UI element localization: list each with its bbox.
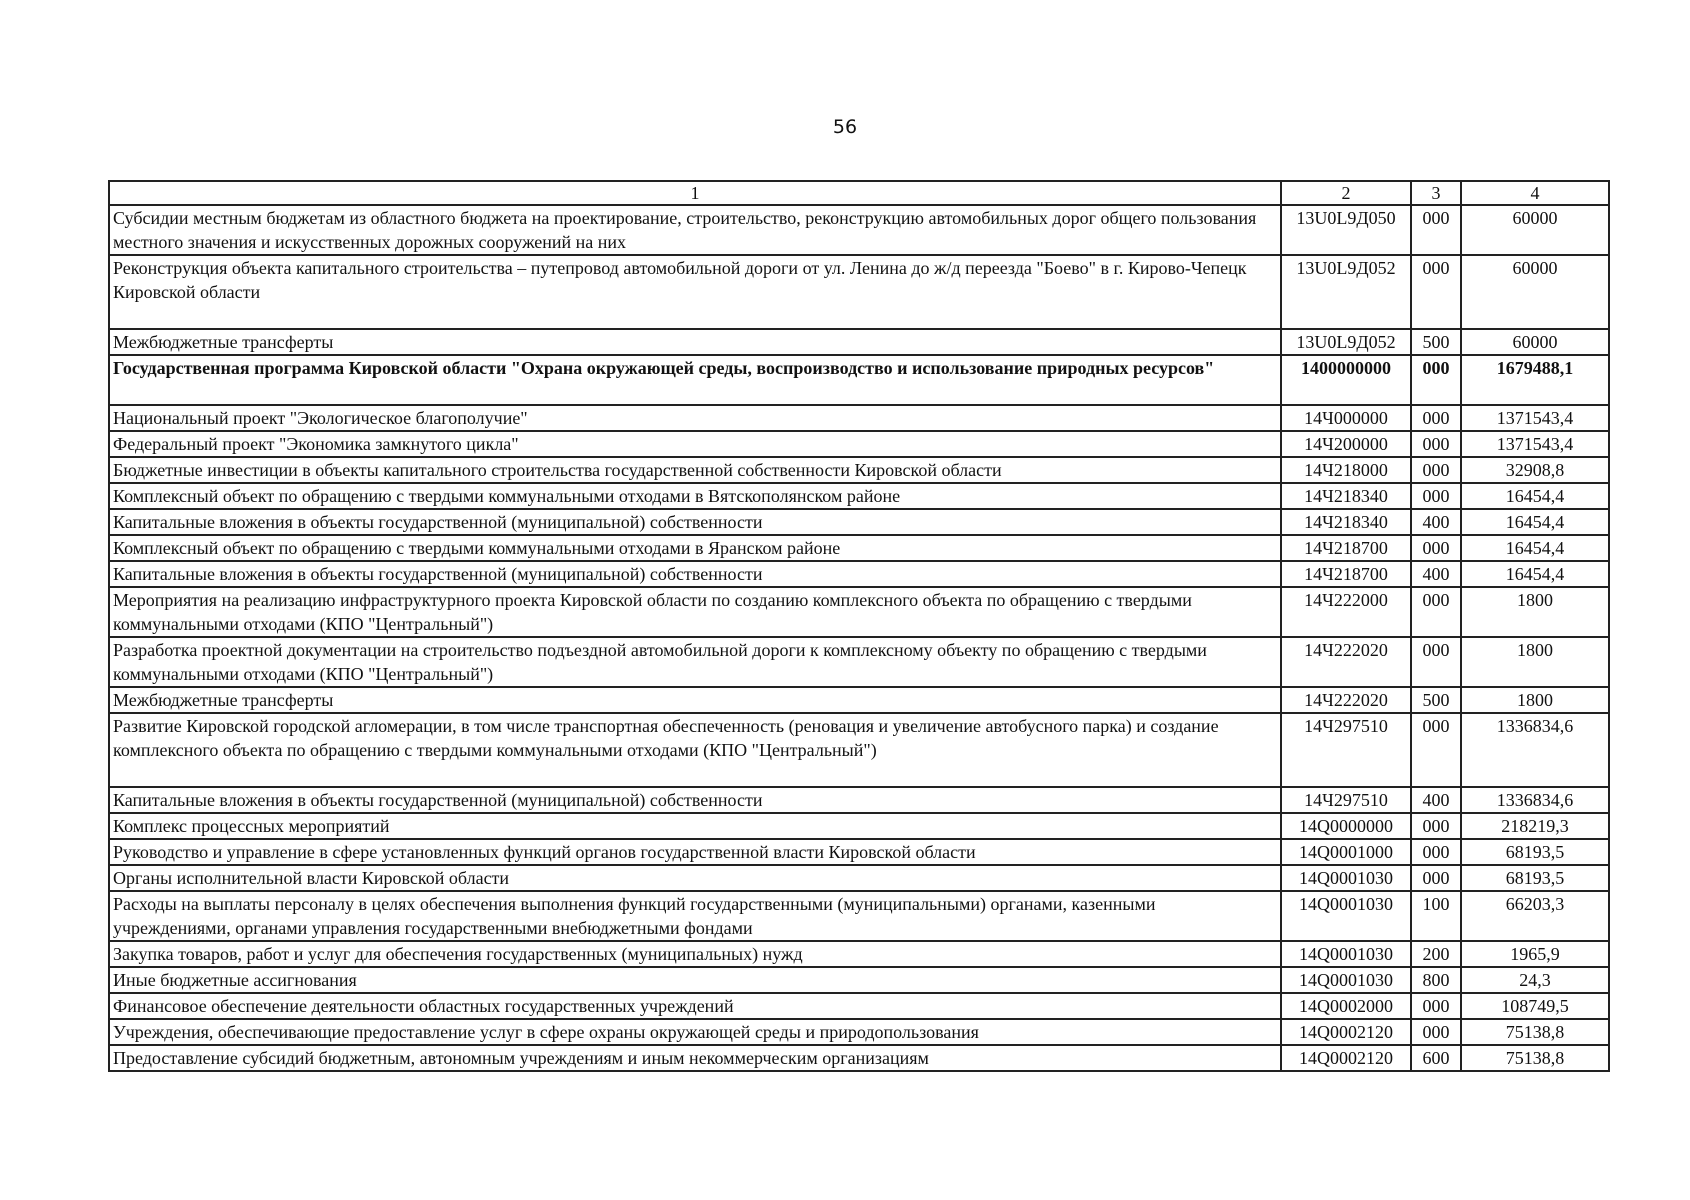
- row-description: Расходы на выплаты персоналу в целях обеспечения выполнения функций государственными (муниципальными) органами, казенными учреждениями, органами управления государственными внебюджетными фондами: [109, 891, 1281, 941]
- row-expense-type: 000: [1411, 839, 1461, 865]
- row-target-code: 14Q0000000: [1281, 813, 1411, 839]
- row-target-code: 14Ч218700: [1281, 561, 1411, 587]
- table-row: [109, 1019, 1609, 1045]
- table-header-row: [109, 181, 1609, 205]
- row-target-code: 14Q0002120: [1281, 1019, 1411, 1045]
- table-row: [109, 431, 1609, 457]
- column-header-amount: 4: [1461, 181, 1609, 205]
- row-amount: 1800: [1461, 637, 1609, 687]
- row-expense-type: 400: [1411, 787, 1461, 813]
- row-amount: 16454,4: [1461, 535, 1609, 561]
- row-target-code: 14Q0001030: [1281, 891, 1411, 941]
- row-description: Финансовое обеспечение деятельности областных государственных учреждений: [109, 993, 1281, 1019]
- table-row: [109, 405, 1609, 431]
- row-amount: 1336834,6: [1461, 787, 1609, 813]
- row-description: Предоставление субсидий бюджетным, автономным учреждениям и иным некоммерческим организациям: [109, 1045, 1281, 1071]
- row-target-code: 14Ч218700: [1281, 535, 1411, 561]
- table-row: [109, 561, 1609, 587]
- row-amount: 1371543,4: [1461, 405, 1609, 431]
- table-row: [109, 865, 1609, 891]
- column-header-expense-type: 3: [1411, 181, 1461, 205]
- row-description: Комплекс процессных мероприятий: [109, 813, 1281, 839]
- table-row: [109, 687, 1609, 713]
- row-description: Субсидии местным бюджетам из областного бюджета на проектирование, строительство, реконструкцию автомобильных дорог общего пользования местного значения и искусственных дорожных сооружений на них: [109, 205, 1281, 255]
- column-header-code: 2: [1281, 181, 1411, 205]
- table-row: [109, 355, 1609, 405]
- row-amount: 68193,5: [1461, 865, 1609, 891]
- row-description: Межбюджетные трансферты: [109, 329, 1281, 355]
- table-row: [109, 1045, 1609, 1071]
- row-amount: 16454,4: [1461, 483, 1609, 509]
- table-row: [109, 891, 1609, 941]
- row-expense-type: 000: [1411, 1019, 1461, 1045]
- row-target-code: 1400000000: [1281, 355, 1411, 405]
- row-amount: 1965,9: [1461, 941, 1609, 967]
- table-row: [109, 329, 1609, 355]
- table-row: [109, 993, 1609, 1019]
- row-amount: 16454,4: [1461, 561, 1609, 587]
- table-row: [109, 535, 1609, 561]
- row-target-code: 14Ч297510: [1281, 713, 1411, 787]
- row-description: Реконструкция объекта капитального строительства – путепровод автомобильной дороги от ул. Ленина до ж/д переезда "Боево" в г. Кирово-Чепецк Кировской области: [109, 255, 1281, 329]
- row-expense-type: 000: [1411, 355, 1461, 405]
- page-number: 56: [832, 116, 858, 138]
- row-target-code: 13U0L9Д050: [1281, 205, 1411, 255]
- table-row: [109, 967, 1609, 993]
- table-row: [109, 941, 1609, 967]
- row-expense-type: 000: [1411, 865, 1461, 891]
- row-target-code: 14Q0002000: [1281, 993, 1411, 1019]
- row-amount: 68193,5: [1461, 839, 1609, 865]
- row-description: Закупка товаров, работ и услуг для обеспечения государственных (муниципальных) нужд: [109, 941, 1281, 967]
- row-expense-type: 800: [1411, 967, 1461, 993]
- row-expense-type: 500: [1411, 687, 1461, 713]
- row-amount: 24,3: [1461, 967, 1609, 993]
- row-expense-type: 000: [1411, 431, 1461, 457]
- row-amount: 1800: [1461, 687, 1609, 713]
- table-row: [109, 205, 1609, 255]
- row-amount: 60000: [1461, 205, 1609, 255]
- row-expense-type: 600: [1411, 1045, 1461, 1071]
- row-target-code: 13U0L9Д052: [1281, 329, 1411, 355]
- row-target-code: 14Q0001000: [1281, 839, 1411, 865]
- row-target-code: 13U0L9Д052: [1281, 255, 1411, 329]
- row-amount: 32908,8: [1461, 457, 1609, 483]
- row-amount: 75138,8: [1461, 1045, 1609, 1071]
- row-description: Федеральный проект "Экономика замкнутого цикла": [109, 431, 1281, 457]
- row-description: Капитальные вложения в объекты государственной (муниципальной) собственности: [109, 561, 1281, 587]
- row-expense-type: 400: [1411, 509, 1461, 535]
- row-amount: 75138,8: [1461, 1019, 1609, 1045]
- row-description: Разработка проектной документации на строительство подъездной автомобильной дороги к комплексному объекту по обращению с твердыми коммунальными отходами (КПО "Центральный"): [109, 637, 1281, 687]
- table-row: [109, 787, 1609, 813]
- table-row: [109, 839, 1609, 865]
- row-description: Межбюджетные трансферты: [109, 687, 1281, 713]
- row-target-code: 14Ч222000: [1281, 587, 1411, 637]
- row-target-code: 14Ч297510: [1281, 787, 1411, 813]
- row-amount: 16454,4: [1461, 509, 1609, 535]
- column-header-description: 1: [109, 181, 1281, 205]
- table-row: [109, 713, 1609, 787]
- row-amount: 1371543,4: [1461, 431, 1609, 457]
- row-target-code: 14Ч200000: [1281, 431, 1411, 457]
- row-expense-type: 100: [1411, 891, 1461, 941]
- row-description: Учреждения, обеспечивающие предоставление услуг в сфере охраны окружающей среды и природопользования: [109, 1019, 1281, 1045]
- table-row: [109, 813, 1609, 839]
- row-target-code: 14Q0001030: [1281, 967, 1411, 993]
- row-description: Комплексный объект по обращению с твердыми коммунальными отходами в Вятскополянском районе: [109, 483, 1281, 509]
- row-expense-type: 400: [1411, 561, 1461, 587]
- table-row: [109, 255, 1609, 329]
- row-description: Капитальные вложения в объекты государственной (муниципальной) собственности: [109, 509, 1281, 535]
- row-target-code: 14Ч218340: [1281, 509, 1411, 535]
- row-description: Руководство и управление в сфере установленных функций органов государственной власти Кировской области: [109, 839, 1281, 865]
- row-target-code: 14Ч218340: [1281, 483, 1411, 509]
- row-expense-type: 000: [1411, 993, 1461, 1019]
- row-description: Развитие Кировской городской агломерации, в том числе транспортная обеспеченность (реновация и увеличение автобусного парка) и создание комплексного объекта по обращению с твердыми коммунальными отходами (КПО "Центральный"): [109, 713, 1281, 787]
- row-amount: 218219,3: [1461, 813, 1609, 839]
- row-amount: 66203,3: [1461, 891, 1609, 941]
- row-target-code: 14Ч218000: [1281, 457, 1411, 483]
- row-target-code: 14Ч000000: [1281, 405, 1411, 431]
- table-body: [109, 205, 1609, 1071]
- row-expense-type: 000: [1411, 405, 1461, 431]
- row-target-code: 14Ч222020: [1281, 637, 1411, 687]
- row-description: Комплексный объект по обращению с твердыми коммунальными отходами в Яранском районе: [109, 535, 1281, 561]
- row-description: Иные бюджетные ассигнования: [109, 967, 1281, 993]
- budget-table: [108, 180, 1610, 1072]
- row-expense-type: 200: [1411, 941, 1461, 967]
- row-expense-type: 000: [1411, 255, 1461, 329]
- row-expense-type: 000: [1411, 813, 1461, 839]
- row-description: Государственная программа Кировской области "Охрана окружающей среды, воспроизводство и использование природных ресурсов": [109, 355, 1281, 405]
- row-target-code: 14Ч222020: [1281, 687, 1411, 713]
- row-target-code: 14Q0001030: [1281, 941, 1411, 967]
- row-expense-type: 000: [1411, 637, 1461, 687]
- row-description: Национальный проект "Экологическое благополучие": [109, 405, 1281, 431]
- row-description: Органы исполнительной власти Кировской области: [109, 865, 1281, 891]
- row-description: Капитальные вложения в объекты государственной (муниципальной) собственности: [109, 787, 1281, 813]
- row-amount: 1336834,6: [1461, 713, 1609, 787]
- row-expense-type: 000: [1411, 457, 1461, 483]
- row-amount: 1800: [1461, 587, 1609, 637]
- table-row: [109, 637, 1609, 687]
- row-amount: 108749,5: [1461, 993, 1609, 1019]
- row-description: Мероприятия на реализацию инфраструктурного проекта Кировской области по созданию комплексного объекта по обращению с твердыми коммунальными отходами (КПО "Центральный"): [109, 587, 1281, 637]
- row-amount: 60000: [1461, 329, 1609, 355]
- row-amount: 1679488,1: [1461, 355, 1609, 405]
- row-description: Бюджетные инвестиции в объекты капитального строительства государственной собственности Кировской области: [109, 457, 1281, 483]
- table-row: [109, 587, 1609, 637]
- row-amount: 60000: [1461, 255, 1609, 329]
- table-row: [109, 509, 1609, 535]
- row-target-code: 14Q0001030: [1281, 865, 1411, 891]
- row-target-code: 14Q0002120: [1281, 1045, 1411, 1071]
- row-expense-type: 000: [1411, 587, 1461, 637]
- row-expense-type: 000: [1411, 205, 1461, 255]
- row-expense-type: 000: [1411, 713, 1461, 787]
- table-row: [109, 457, 1609, 483]
- row-expense-type: 500: [1411, 329, 1461, 355]
- row-expense-type: 000: [1411, 483, 1461, 509]
- row-expense-type: 000: [1411, 535, 1461, 561]
- table-row: [109, 483, 1609, 509]
